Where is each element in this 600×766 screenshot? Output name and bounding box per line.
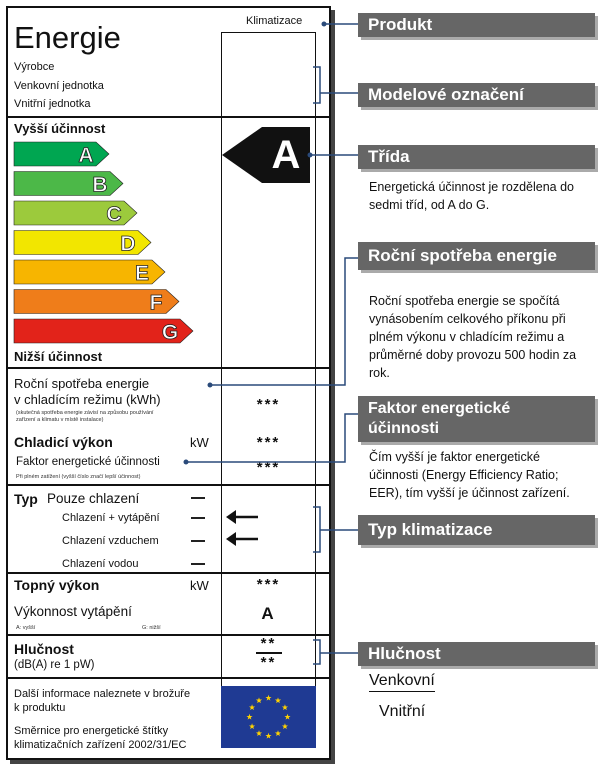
- eer-tag-line-1: Faktor energetické: [368, 400, 511, 417]
- product-type: Klimatizace: [246, 15, 303, 27]
- annual-consumption-label-1: Roční spotřeba energie: [14, 376, 150, 391]
- heating-output-unit: kW: [190, 578, 209, 593]
- type-label: Typ: [14, 491, 38, 507]
- directive-line-1: Směrnice pro energetické štítky: [14, 725, 169, 737]
- outdoor-unit-label: Venkovní jednotka: [14, 80, 104, 92]
- eer-value: ***: [256, 459, 281, 476]
- product-tag: Produkt: [358, 13, 595, 37]
- scale-g-label: G: nižší: [142, 625, 161, 631]
- class-letter-e: E: [134, 262, 150, 285]
- class-description: Energetická účinnost je rozdělena do sedmi tříd, od A do G.: [369, 180, 574, 212]
- heating-performance-label: Výkonnost vytápění: [14, 604, 132, 619]
- annual-consumption-note-1: (skutečná spotřeba energie závisí na způsobu používání: [16, 410, 154, 416]
- model-tag: Modelové označení: [358, 83, 595, 107]
- annual-consumption-label-2: v chladícím režimu (kWh): [14, 392, 161, 407]
- noise-indoor-label: Vnitřní: [379, 703, 426, 720]
- eer-note: Při plném zatížení (vyšší číslo značí lepší účinnost): [16, 474, 141, 480]
- eer-tag-line-2: účinnosti: [368, 420, 440, 437]
- ac-type-tag: Typ klimatizace: [358, 515, 595, 545]
- info-line-2: k produktu: [14, 702, 66, 714]
- directive-line-2: klimatizačních zařízení 2002/31/EC: [14, 739, 187, 751]
- indoor-unit-label: Vnitřní jednotka: [14, 98, 91, 110]
- annual-consumption-note-2: zařízení a klimatu v místě instalace): [16, 417, 104, 423]
- label-title: Energie: [14, 20, 121, 55]
- info-line-1: Další informace naleznete v brožuře: [14, 688, 191, 700]
- lower-efficiency-label: Nižší účinnost: [14, 349, 103, 364]
- rating-letter: A: [271, 133, 301, 177]
- heating-output-label: Topný výkon: [14, 577, 100, 593]
- eer-tag: [358, 396, 595, 442]
- eer-label: Faktor energetické účinnosti: [16, 456, 160, 468]
- cooling-output-label: Chladicí výkon: [14, 434, 113, 450]
- noise-value-indoor: **: [260, 654, 277, 671]
- noise-unit: (dB(A) re 1 pW): [14, 659, 95, 671]
- class-letter-c: C: [106, 203, 122, 226]
- higher-efficiency-label: Vyšší účinnost: [14, 121, 106, 136]
- eer-description: Čím vyšší je faktor energetické účinnosti (Energy Efficiency Ratio; EER), tím vyšší je účinnost zařízení.: [369, 450, 570, 500]
- class-tag: Třída: [358, 145, 595, 169]
- scale-a-label: A: vyšší: [16, 625, 36, 631]
- annual-consumption-description: Roční spotřeba energie se spočítá vynásobením celkového příkonu při plném výkonu v chladícím režimu a průměrné doby provozu 500 hodin za rok.: [369, 294, 577, 380]
- cooling-output-unit: kW: [190, 435, 209, 450]
- annual-consumption-value: ***: [256, 396, 281, 413]
- class-letter-a: A: [78, 144, 94, 167]
- heating-performance-value: A: [261, 604, 276, 623]
- heating-output-value: ***: [256, 576, 281, 593]
- noise-label: Hlučnost: [14, 641, 74, 657]
- type-air-cooled: Chlazení vzduchem: [62, 535, 159, 547]
- type-water-cooled: Chlazení vodou: [62, 558, 139, 570]
- noise-value-outdoor: **: [260, 635, 277, 652]
- annual-consumption-tag: Roční spotřeba energie: [358, 242, 595, 270]
- class-letter-f: F: [149, 291, 163, 315]
- type-cooling-heating: Chlazení + vytápění: [62, 512, 160, 524]
- manufacturer-label: Výrobce: [14, 61, 55, 73]
- noise-outdoor-label: Venkovní: [369, 672, 435, 692]
- noise-tag: Hlučnost: [358, 642, 595, 666]
- class-letter-d: D: [120, 232, 136, 256]
- type-cooling-only: Pouze chlazení: [47, 491, 140, 506]
- class-letter-g: G: [161, 321, 179, 344]
- class-letter-b: B: [92, 173, 108, 197]
- cooling-output-value: ***: [256, 434, 281, 451]
